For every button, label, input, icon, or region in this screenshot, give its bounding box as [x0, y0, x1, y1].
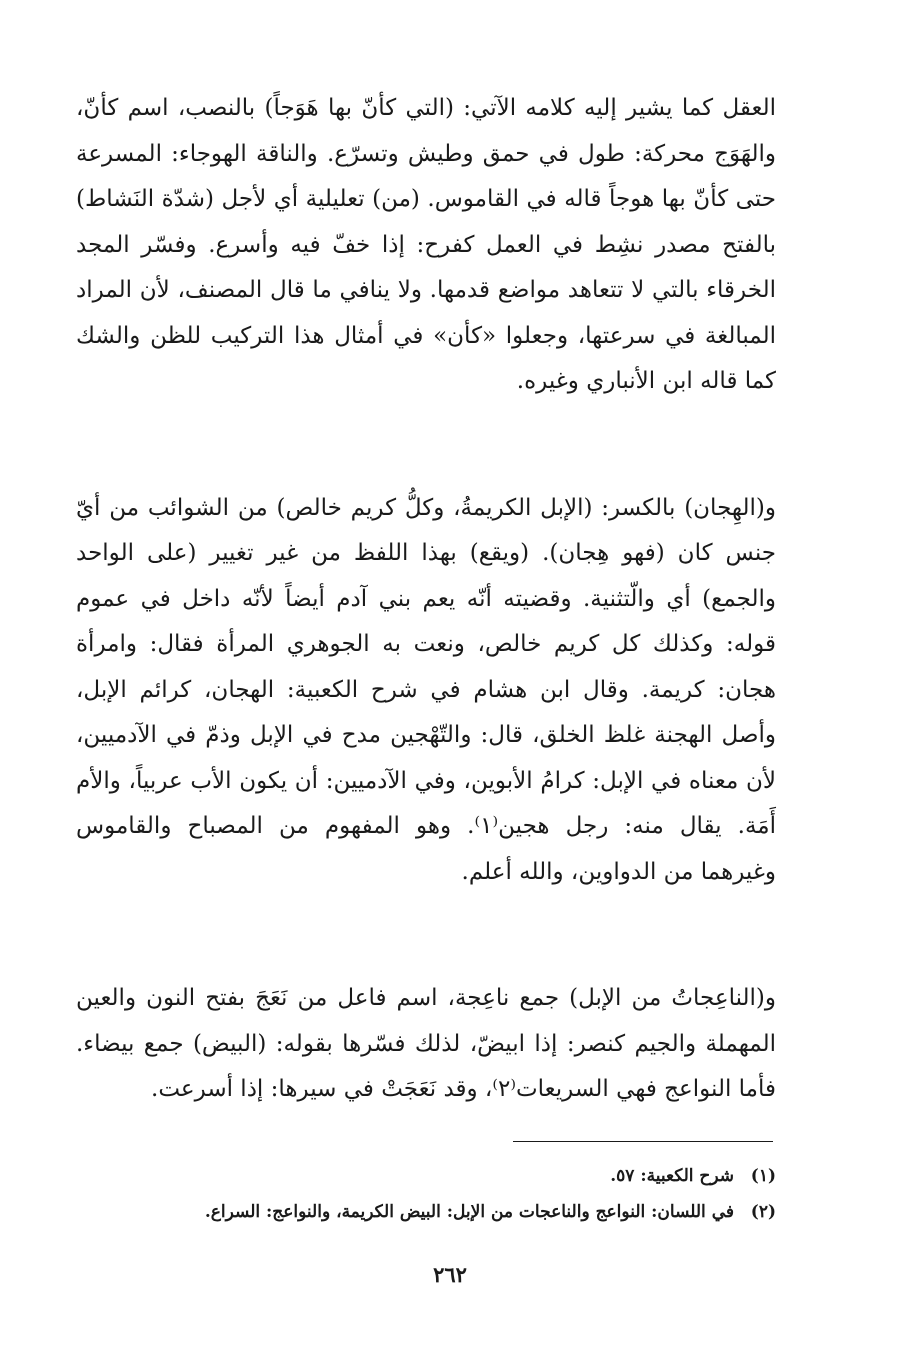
paragraph-3: و(الناعِجاتُ من الإبل) جمع ناعِجة، اسم فاعل من نَعَجَ بفتح النون والعين المهملة والجيم كنصر: إذا ابيضّ، لذلك فسّرها بقوله: (البيض) جمع بيضاء. فأما النواعج فهي السريعات⁽٢⁾، وقد نَعَجَتْ في سيرها: إذا أسرعت. [76, 985, 776, 1102]
footnote-1-text: شرح الكعبية: ٥٧. [610, 1166, 734, 1186]
footnote-2-text: في اللسان: النواعج والناعجات من الإبل: البيض الكريمة، والنواعج: السراع. [204, 1202, 734, 1222]
footnote-1 [76, 1158, 776, 1194]
footnote-2 [76, 1194, 776, 1230]
footnote-divider [513, 1141, 773, 1142]
page-body [76, 86, 776, 1113]
page-number: ٢٦٢ [433, 1262, 467, 1287]
paragraph-2: و(الهِجان) بالكسر: (الإبل الكريمةُ، وكلُّ كريم خالص) من الشوائب من أيّ جنس كان (فهو هِجان). (ويقع) بهذا اللفظ من غير تغيير (على الواحد والجمع) أي والّتثنية. وقضيته أنّه يعم بني آدم أيضاً لأنّه داخل في عموم قوله: وكذلك كل كريم خالص، ونعت به الجوهري المرأة فقال: وامرأة هجان: كريمة. وقال ابن هشام في شرح الكعبية: الهجان، كرائم الإبل، وأصل الهجنة غلظ الخلق، قال: والتّهْجين مدح في الإبل وذمّ في الآدميين، لأن معناه في الإبل: كرامُ الأبوين، وفي الآدميين: أن يكون الأب عربياً، والأم أَمَة. يقال منه: رجل هجين⁽١⁾. وهو المفهوم من المصباح والقاموس وغيرهما من الدواوين، والله أعلم. [76, 494, 776, 885]
footnote-1-number: (١) [750, 1166, 776, 1186]
footnote-2-number: (٢) [750, 1202, 776, 1222]
footnotes [76, 1158, 776, 1230]
paragraph-1: العقل كما يشير إليه كلامه الآتي: (التي كأنّ بها هَوَجاً) بالنصب، اسم كأنّ، والهَوَج محركة: طول في حمق وطيش وتسرّع. والناقة الهوجاء: المسرعة حتى كأنّ بها هوجاً قاله في القاموس. (من) تعليلية أي لأجل (شدّة النَشاط) بالفتح مصدر نشِط في العمل كفرح: إذا خفّ فيه وأسرع. وفسّر المجد الخرقاء بالتي لا تتعاهد مواضع قدمها. ولا ينافي ما قال المصنف، لأن المراد المبالغة في سرعتها، وجعلوا «كأن» في أمثال هذا التركيب للظن والشك كما قاله ابن الأنباري وغيره. [76, 95, 776, 394]
